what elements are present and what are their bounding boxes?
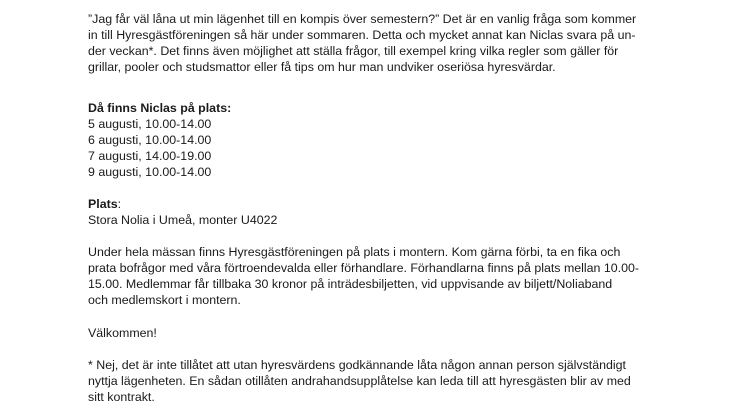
intro-line: grillar, pooler och studsmattor eller få tips om hur man undviker oseriösa hyresvärdar. — [88, 60, 556, 74]
intro-paragraph — [88, 11, 678, 75]
intro-line: ”Jag får väl låna ut min lägenhet till en kompis över semestern?” Det är en vanlig fråga som kommer — [88, 12, 637, 26]
fair-info-paragraph — [88, 244, 678, 308]
location-heading — [88, 196, 678, 212]
schedule-section — [88, 100, 678, 180]
intro-line: in till Hyresgästföreningen så här under sommaren. Detta och mycket annat kan Niclas svara på un- — [88, 28, 636, 42]
spacer — [88, 308, 678, 325]
schedule-date: 5 augusti, 10.00-14.00 — [88, 117, 212, 131]
fair-info-line: 15.00. Medlemmar får tillbaka 30 kronor på inträdesbiljetten, vid uppvisande av biljett/Noliaband — [88, 277, 613, 291]
document-page — [88, 11, 678, 405]
location-section — [88, 196, 678, 228]
footnote-paragraph — [88, 357, 678, 405]
location-value: Stora Nolia i Umeå, monter U4022 — [88, 213, 278, 227]
schedule-date: 7 augusti, 14.00-19.00 — [88, 149, 212, 163]
fair-info-line: och medlemskort i montern. — [88, 293, 241, 307]
footnote-line: sitt kontrakt. — [88, 390, 155, 404]
schedule-date: 6 augusti, 10.00-14.00 — [88, 133, 212, 147]
footnote-line: * Nej, det är inte tillåtet att utan hyresvärdens godkännande låta någon annan person självständigt — [88, 358, 626, 372]
welcome-text: Välkommen! — [88, 326, 157, 340]
spacer — [88, 228, 678, 244]
location-heading-label: Plats — [88, 197, 118, 211]
schedule-date: 9 augusti, 10.00-14.00 — [88, 165, 212, 179]
schedule-heading: Då finns Niclas på plats: — [88, 101, 232, 115]
fair-info-line: Under hela mässan finns Hyresgästföreningen på plats i montern. Kom gärna förbi, ta en fika och — [88, 245, 621, 259]
location-heading-colon: : — [117, 197, 122, 211]
fair-info-line: prata bofrågor med våra förtroendevalda eller förhandlare. Förhandlarna finns på plats mellan 10.00- — [88, 261, 640, 275]
intro-line: der veckan*. Det finns även möjlighet att ställa frågor, till exempel kring vilka regler som gäller för — [88, 44, 619, 58]
footnote-line: nyttja lägenheten. En sådan otillåten andrahandsupplåtelse kan leda till att hyresgästen blir av med — [88, 374, 631, 388]
spacer — [88, 341, 678, 357]
spacer — [88, 180, 678, 196]
spacer — [88, 75, 678, 100]
